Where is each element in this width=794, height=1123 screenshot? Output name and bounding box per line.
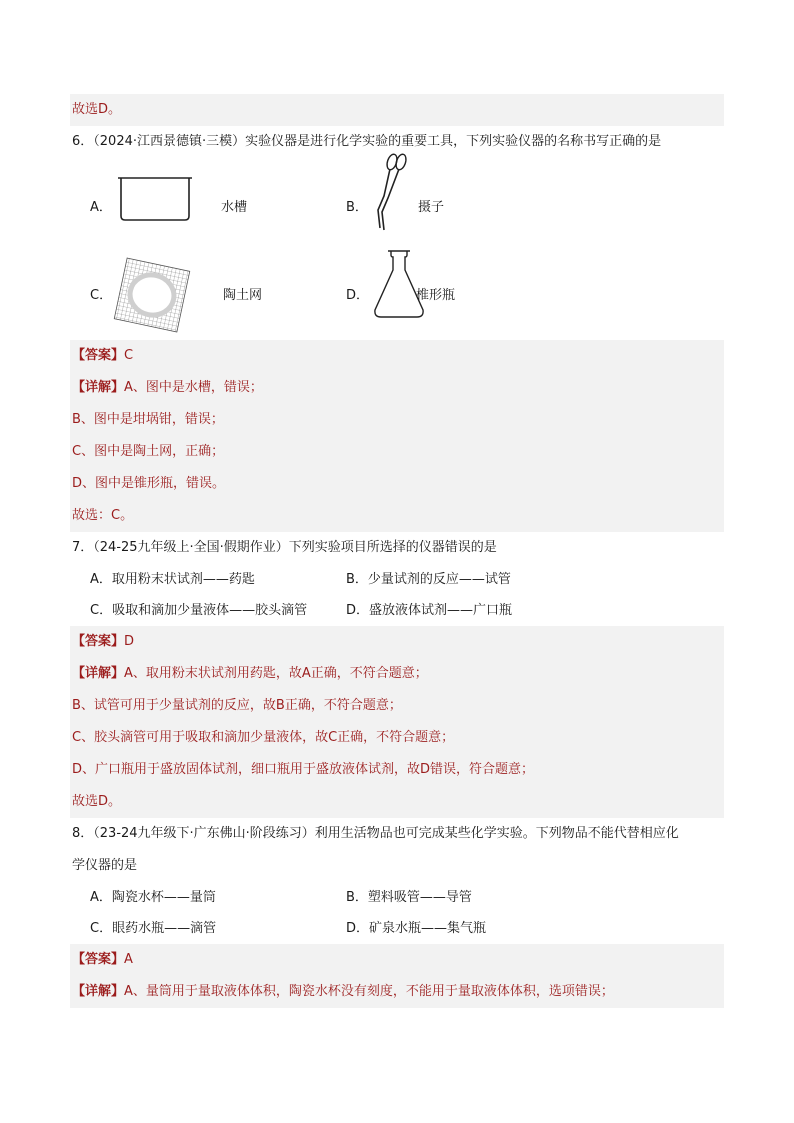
q6-answer [70, 340, 724, 372]
clay-gauze-icon [110, 256, 194, 334]
q7-conclusion: 故选D。 [70, 786, 724, 818]
q6-detail-4: D、图中是锥形瓶，错误。 [70, 468, 724, 500]
q6-answer-tag: 【答案】 [72, 348, 125, 363]
q6-option-a [90, 158, 350, 254]
q8-option-a: A．陶瓷水杯——量筒 [90, 890, 216, 905]
q6-option-d-letter: D． [346, 288, 370, 303]
q7-detail-2: B、试管可用于少量试剂的反应，故B正确，不符合题意； [70, 690, 724, 722]
q6-option-a-letter: A． [90, 200, 112, 215]
q6-detail-text: A、图中是水槽，错误； [124, 380, 263, 395]
document-page [70, 94, 724, 1008]
q8-options-row-2 [70, 913, 724, 944]
q6-option-b [346, 138, 546, 254]
q6-option-c [90, 254, 350, 340]
q8-options-row-1 [70, 882, 724, 913]
tweezers-icon [370, 152, 414, 236]
q7-option-c: C．吸取和滴加少量液体——胶头滴管 [90, 603, 308, 618]
q8-detail-tag: 【详解】 [72, 984, 125, 999]
q7-option-b: B．少量试剂的反应——试管 [346, 572, 511, 587]
q7-detail-text: A、取用粉末状试剂用药匙，故A正确，不符合题意； [124, 666, 428, 681]
q6-detail-2: B、图中是坩埚钳，错误； [70, 404, 724, 436]
prev-conclusion: 故选D。 [70, 94, 724, 126]
q6-detail-3: C、图中是陶土网，正确； [70, 436, 724, 468]
q7-option-a: A．取用粉末状试剂——药匙 [90, 572, 255, 587]
q7-option-d: D．盛放液体试剂——广口瓶 [346, 603, 513, 618]
q8-option-b: B．塑料吸管——导管 [346, 890, 472, 905]
q6-option-c-letter: C． [90, 288, 113, 303]
q7-answer-tag: 【答案】 [72, 634, 125, 649]
q6-option-b-letter: B． [346, 200, 368, 215]
q8-stem-line-1: 8．（23-24九年级下·广东佛山·阶段练习）利用生活物品也可完成某些化学实验。下列物品不能代替相应化 [72, 826, 679, 841]
q8-answer-value: A [124, 952, 133, 967]
q6-option-c-name: 陶土网 [223, 288, 263, 303]
q6-detail-tag: 【详解】 [72, 380, 125, 395]
q6-option-row-2 [70, 254, 724, 340]
q8-detail-1 [70, 976, 724, 1008]
q6-detail-1 [70, 372, 724, 404]
q6-conclusion: 故选：C。 [70, 500, 724, 532]
q6-option-d [346, 248, 546, 344]
q7-options-row-2 [70, 595, 724, 626]
water-trough-icon [118, 176, 192, 222]
q7-answer-value: D [124, 634, 135, 649]
q7-detail-1 [70, 658, 724, 690]
q6-answer-value: C [124, 348, 134, 363]
q8-option-d: D．矿泉水瓶——集气瓶 [346, 921, 487, 936]
q8-option-c: C．眼药水瓶——滴管 [90, 921, 217, 936]
q8-answer [70, 944, 724, 976]
q7-detail-4: D、广口瓶用于盛放固体试剂，细口瓶用于盛放液体试剂，故D错误，符合题意； [70, 754, 724, 786]
q6-option-a-name: 水槽 [221, 200, 248, 215]
q7-answer [70, 626, 724, 658]
q6-stem: 6．（2024·江西景德镇·三模）实验仪器是进行化学实验的重要工具，下列实验仪器的名称书写正确的是 [72, 134, 662, 149]
q8-stem-line-2: 学仪器的是 [72, 858, 138, 873]
q8-answer-tag: 【答案】 [72, 952, 125, 967]
q6-option-row-1 [70, 158, 724, 254]
q7-options-row-1 [70, 564, 724, 595]
q7-detail-tag: 【详解】 [72, 666, 125, 681]
q7-stem: 7．（24-25九年级上·全国·假期作业）下列实验项目所选择的仪器错误的是 [72, 540, 497, 555]
q8-detail-text: A、量筒用于量取液体体积，陶瓷水杯没有刻度，不能用于量取液体体积，选项错误； [124, 984, 614, 999]
q6-option-b-name: 摄子 [418, 200, 445, 215]
q7-detail-3: C、胶头滴管可用于吸取和滴加少量液体，故C正确，不符合题意； [70, 722, 724, 754]
q6-option-d-name: 椎形瓶 [416, 288, 456, 303]
